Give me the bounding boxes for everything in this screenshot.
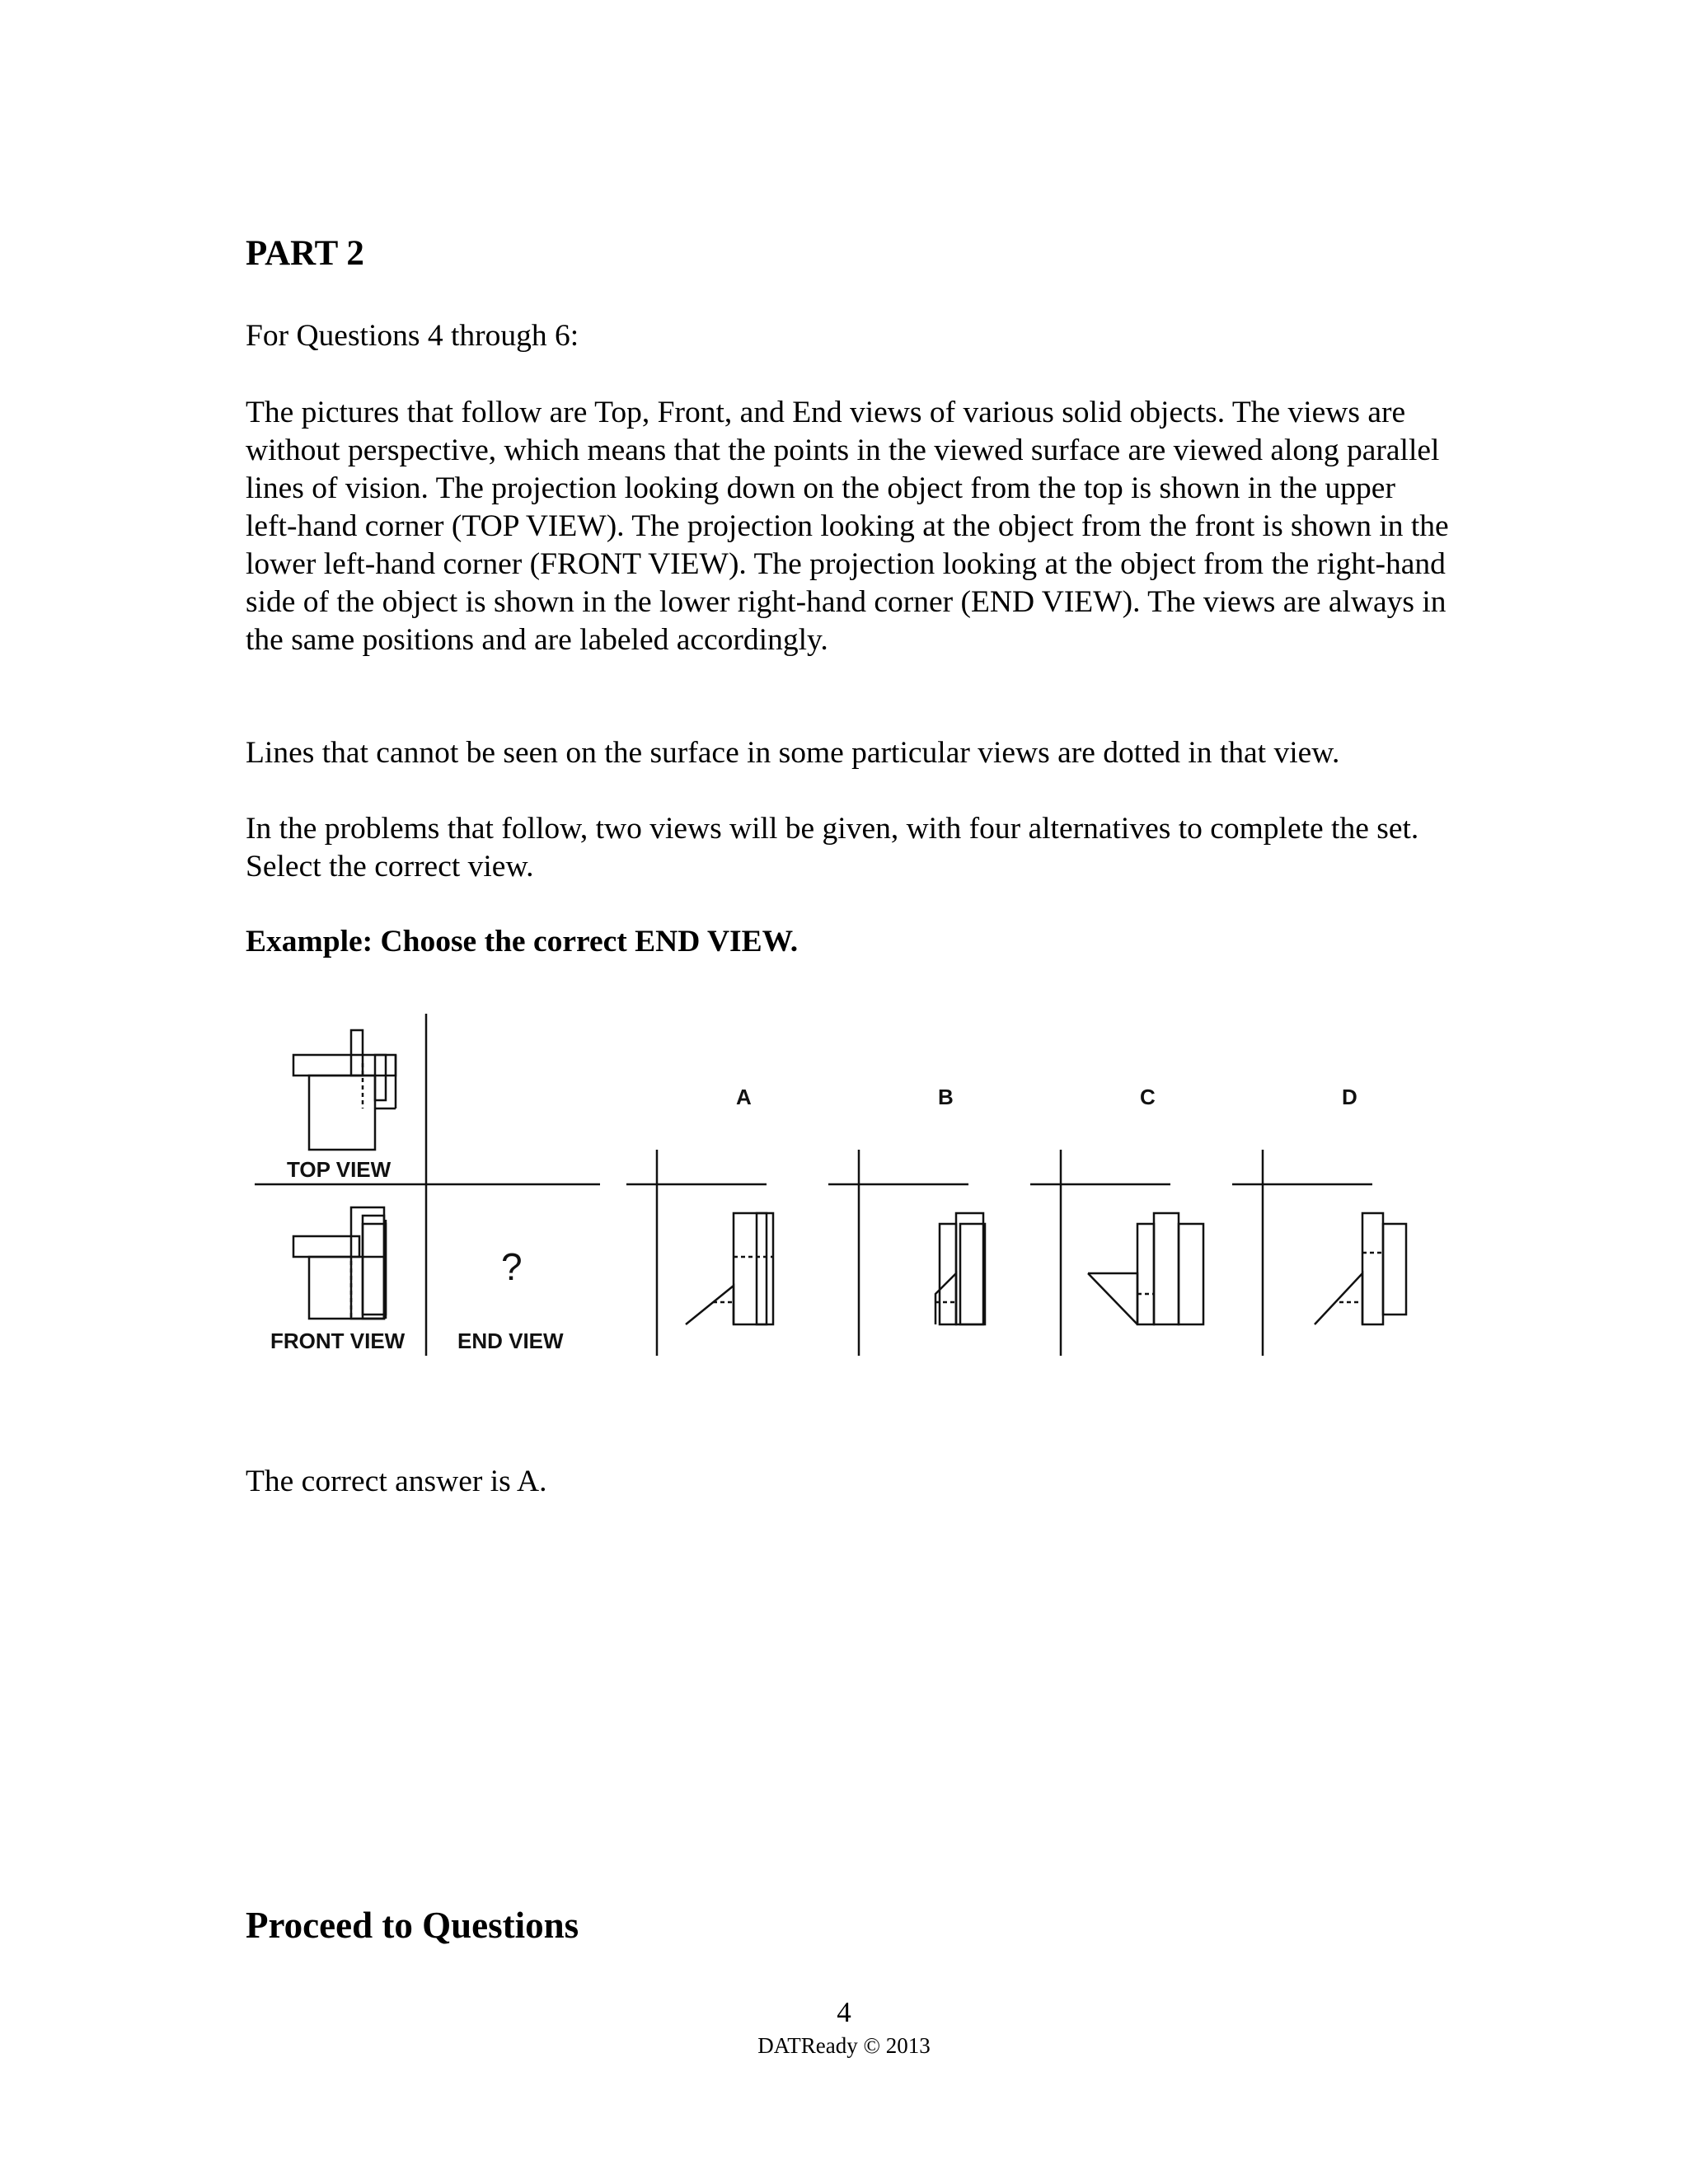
end-view-label: END VIEW	[457, 1329, 564, 1353]
option-d-end-view	[1232, 1150, 1406, 1356]
option-c-end-view	[1030, 1150, 1203, 1356]
proceed-heading: Proceed to Questions	[246, 1905, 579, 1946]
example-heading: Example: Choose the correct END VIEW.	[246, 925, 799, 958]
dotted-lines-note: Lines that cannot be seen on the surface in some particular views are dotted in that view.	[246, 736, 1340, 770]
top-view-drawing	[293, 1030, 396, 1150]
question-mark: ?	[501, 1245, 523, 1288]
option-a-end-view	[626, 1150, 773, 1356]
front-view-drawing	[293, 1207, 386, 1319]
answer-text: The correct answer is A.	[246, 1465, 547, 1498]
part-title: PART 2	[246, 234, 364, 273]
page-number: 4	[837, 1996, 851, 2028]
copyright: DATReady © 2013	[757, 2033, 931, 2058]
problems-note: In the problems that follow, two views will be given, with four alternatives to complete the set. Select the correct view.	[246, 812, 1419, 883]
top-view-label: TOP VIEW	[287, 1157, 392, 1182]
front-view-label: FRONT VIEW	[270, 1329, 406, 1353]
option-d-label: D	[1342, 1085, 1357, 1109]
option-a-label: A	[736, 1085, 752, 1109]
option-b-end-view	[828, 1150, 985, 1356]
option-b-label: B	[938, 1085, 954, 1109]
description-paragraph: The pictures that follow are Top, Front, and End views of various solid objects. The views are without perspective, which means that the points in the viewed surface are viewed along parallel lines of vision. The projection looking down on the object from the top is shown in the upper left-hand corner (TOP VIEW). The projection looking at the object from the front is shown in the lower left-hand corner (FRONT VIEW). The projection looking at the object from the right-hand side of the object is shown in the lower right-hand corner (END VIEW). The views are always in the same positions and are labeled accordingly.	[246, 396, 1449, 657]
option-c-label: C	[1140, 1085, 1156, 1109]
intro-text: For Questions 4 through 6:	[246, 319, 579, 353]
